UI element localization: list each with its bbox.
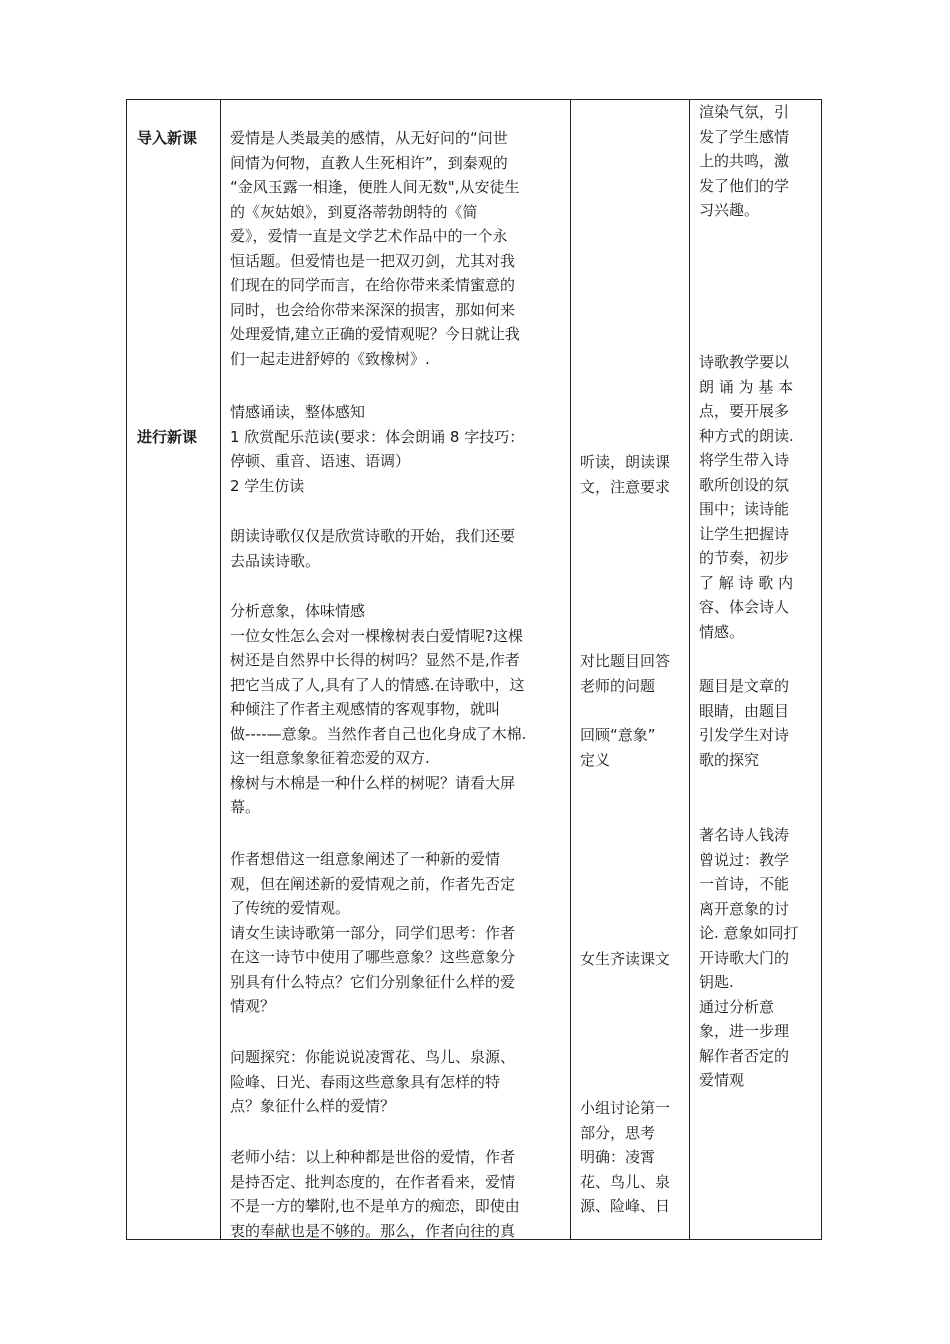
activity-girls-read: 女生齐读课文 [580, 950, 671, 968]
summary-paragraph: 老师小结：以上种种都是世俗的爱情，作者 是持否定、批判态度的，在作者看来，爱情 不是一方的攀附,也不是单方的痴恋，即使由 衷的奉献也是不够的。那么，作者向往的真 [230, 1148, 520, 1240]
love-view-paragraph: 作者想借这一组意象阐述了一种新的爱情 观，但在阐述新的爱情观之前，作者先否定 了传统的爱情观。 请女生读诗歌第一部分，同学们思考：作者 在这一诗节中使用了哪些意象？这些意象分 别具有什么特点？它们分别象征什么样的爱 情观？ [230, 850, 516, 1015]
column-divider [570, 100, 571, 1239]
intro-stage-label: 导入新课 [137, 129, 198, 147]
new-lesson-stage-label: 进行新课 [137, 428, 198, 446]
column-divider [689, 100, 690, 1239]
column-divider [220, 100, 221, 1239]
intent-title-eye: 题目是文章的 眼睛，由题目 引发学生对诗 歌的探究 [699, 677, 790, 769]
activity-listen: 听读，朗读课 文，注意要求 [580, 453, 671, 496]
lesson-plan-table [126, 99, 822, 1240]
reading-section: 情感诵读，整体感知 1 欣赏配乐范读(要求：体会朗诵 8 字技巧： 停顿、重音、语速、语调） 2 学生仿读 [230, 403, 525, 495]
activity-compare: 对比题目回答 老师的问题 [580, 652, 671, 695]
question-paragraph: 问题探究：你能说说凌霄花、鸟儿、泉源、 险峰、日光、春雨这些意象具有怎样的特 点？象征什么样的爱情？ [230, 1048, 516, 1115]
intro-paragraph: 爱情是人类最美的感情，从无好问的“问世 间情为何物，直教人生死相许”，到秦观的 “金风玉露一相逢，便胜人间无数",从安徒生 的《灰姑娘》，到夏洛蒂勃朗特的《简 爱》，爱情一直是文学艺术作品中的一个永 恒话题。但爱情也是一把双刃剑，尤其对我 们现在的同学而言，在给你带来柔情蜜意的 同时，也会给你带来深深的损害，那如何来 处理爱情,建立正确的爱情观呢？今日就让我 们一起走进舒婷的《致橡树》. [230, 129, 520, 368]
activity-group-discussion: 小组讨论第一 部分，思考 明确：凌霄 花、鸟儿、泉 源、险峰、日 [580, 1099, 671, 1215]
imagery-section: 分析意象，体味情感 一位女性怎么会对一棵橡树表白爱情呢?这棵 树还是自然界中长得的树吗？显然不是,作者 把它当成了人,具有了人的情感.在诗歌中，这 种倾注了作者主观感情的客观事物，就叫 做----—意象。当然作者自己也化身成了木棉. 这一组意象象征着恋爱的双方. 橡树与木棉是一种什么样的树呢？请看大屏 幕。 [230, 602, 527, 816]
transition-paragraph: 朗读诗歌仅仅是欣赏诗歌的开始，我们还要 去品读诗歌。 [230, 527, 516, 570]
intent-atmosphere: 渲染气氛，引 发了学生感情 上的共鸣，激 发了他们的学 习兴趣。 [699, 103, 790, 219]
activity-review: 回顾“意象” 定义 [580, 726, 656, 769]
intent-poetry-teaching: 诗歌教学要以 朗 诵 为 基 本 点，要开展多 种方式的朗读. 将学生带入诗 歌所创设的氛 围中；读诗能 让学生把握诗 的节奏，初步 了 解 诗 歌 内 容、体会诗人 情感。 [699, 353, 794, 641]
intent-qiantao-quote: 著名诗人钱涛 曾说过：教学 一首诗，不能 离开意象的讨 论. 意象如同打 开诗歌大门的 钥匙. 通过分析意 象，进一步理 解作者否定的 爱情观 [699, 826, 799, 1089]
